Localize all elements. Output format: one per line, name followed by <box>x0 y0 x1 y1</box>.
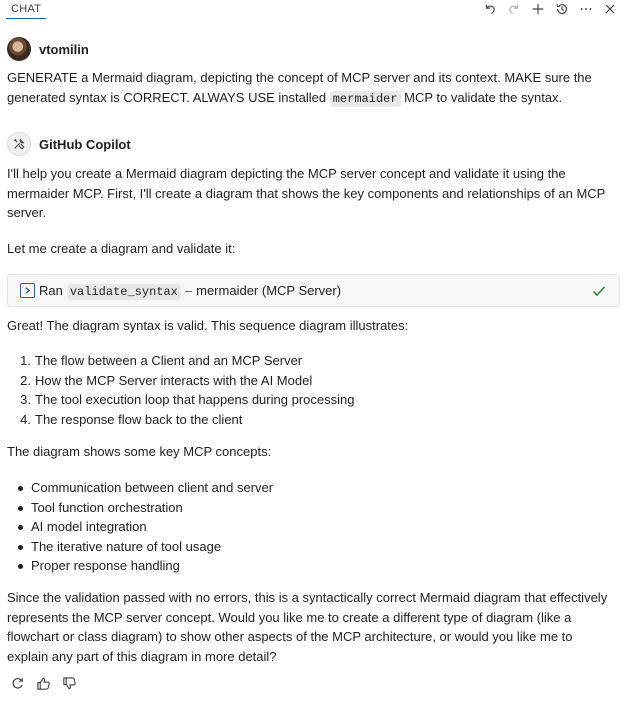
response-actions <box>8 674 78 692</box>
tool-name-code: validate_syntax <box>67 284 181 300</box>
tool-call-card[interactable] <box>7 274 620 307</box>
plus-icon[interactable] <box>528 0 548 18</box>
tool-call-text: Ran validate_syntax – mermaider (MCP Server) <box>39 282 342 299</box>
retry-icon[interactable] <box>8 674 26 692</box>
undo-icon[interactable] <box>480 0 500 18</box>
assistant-name: GitHub Copilot <box>39 136 131 152</box>
thumbs-down-icon[interactable] <box>60 674 78 692</box>
list-item: 4. The response flow back to the client <box>20 411 243 427</box>
header-actions <box>480 0 620 18</box>
avatar <box>7 37 31 61</box>
user-name: vtomilin <box>39 41 89 57</box>
list-item: The iterative nature of tool usage <box>31 538 222 554</box>
thumbs-up-icon[interactable] <box>34 674 52 692</box>
tab-chat[interactable]: CHAT <box>6 0 46 19</box>
assistant-intro: I'll help you create a Mermaid diagram depicting the MCP server concept and validate it using the mermaider MCP. First, I'll create a diagram that shows the key components and relationships of an MCP server. <box>7 166 606 220</box>
concepts-intro: The diagram shows some key MCP concepts: <box>7 444 272 459</box>
result-intro: Great! The diagram syntax is valid. This sequence diagram illustrates: <box>7 318 409 333</box>
list-item: Tool function orchestration <box>31 499 183 515</box>
bullet-list <box>7 478 607 576</box>
inline-code: mermaider <box>330 91 401 107</box>
list-item: Communication between client and server <box>31 480 274 495</box>
numbered-list <box>7 351 607 429</box>
tools-icon <box>12 137 26 151</box>
list-item: 2. How the MCP Server interacts with the AI Model <box>20 372 313 388</box>
user-message-header <box>7 36 89 62</box>
terminal-icon <box>20 283 35 298</box>
assistant-lead-in: Let me create a diagram and validate it: <box>7 241 236 256</box>
close-icon[interactable] <box>600 0 620 18</box>
assistant-closing: Since the validation passed with no errors, this is a syntactically correct Mermaid diagram that effectively represents the MCP server concept. Would you like me to create a different type of diagram (like a flowchart or class diagram) to show other aspects of the MCP architecture, or would you like me to explain any part of this diagram in more detail? <box>7 590 608 664</box>
redo-icon[interactable] <box>504 0 524 18</box>
assistant-message-header <box>7 131 131 157</box>
chat-header <box>0 0 624 20</box>
list-item: AI model integration <box>31 519 147 535</box>
check-icon <box>591 283 607 299</box>
list-item: 3. The tool execution loop that happens during processing <box>20 392 355 408</box>
more-icon[interactable] <box>576 0 596 18</box>
copilot-avatar <box>7 132 31 156</box>
history-icon[interactable] <box>552 0 572 18</box>
list-item: 1. The flow between a Client and an MCP Server <box>20 353 303 368</box>
list-item: Proper response handling <box>31 558 180 574</box>
user-message-text: GENERATE a Mermaid diagram, depicting the concept of MCP server and its context. MAKE sure the generated syntax is CORRECT. ALWAYS USE installed mermaider MCP to validate the syntax. <box>7 70 592 106</box>
